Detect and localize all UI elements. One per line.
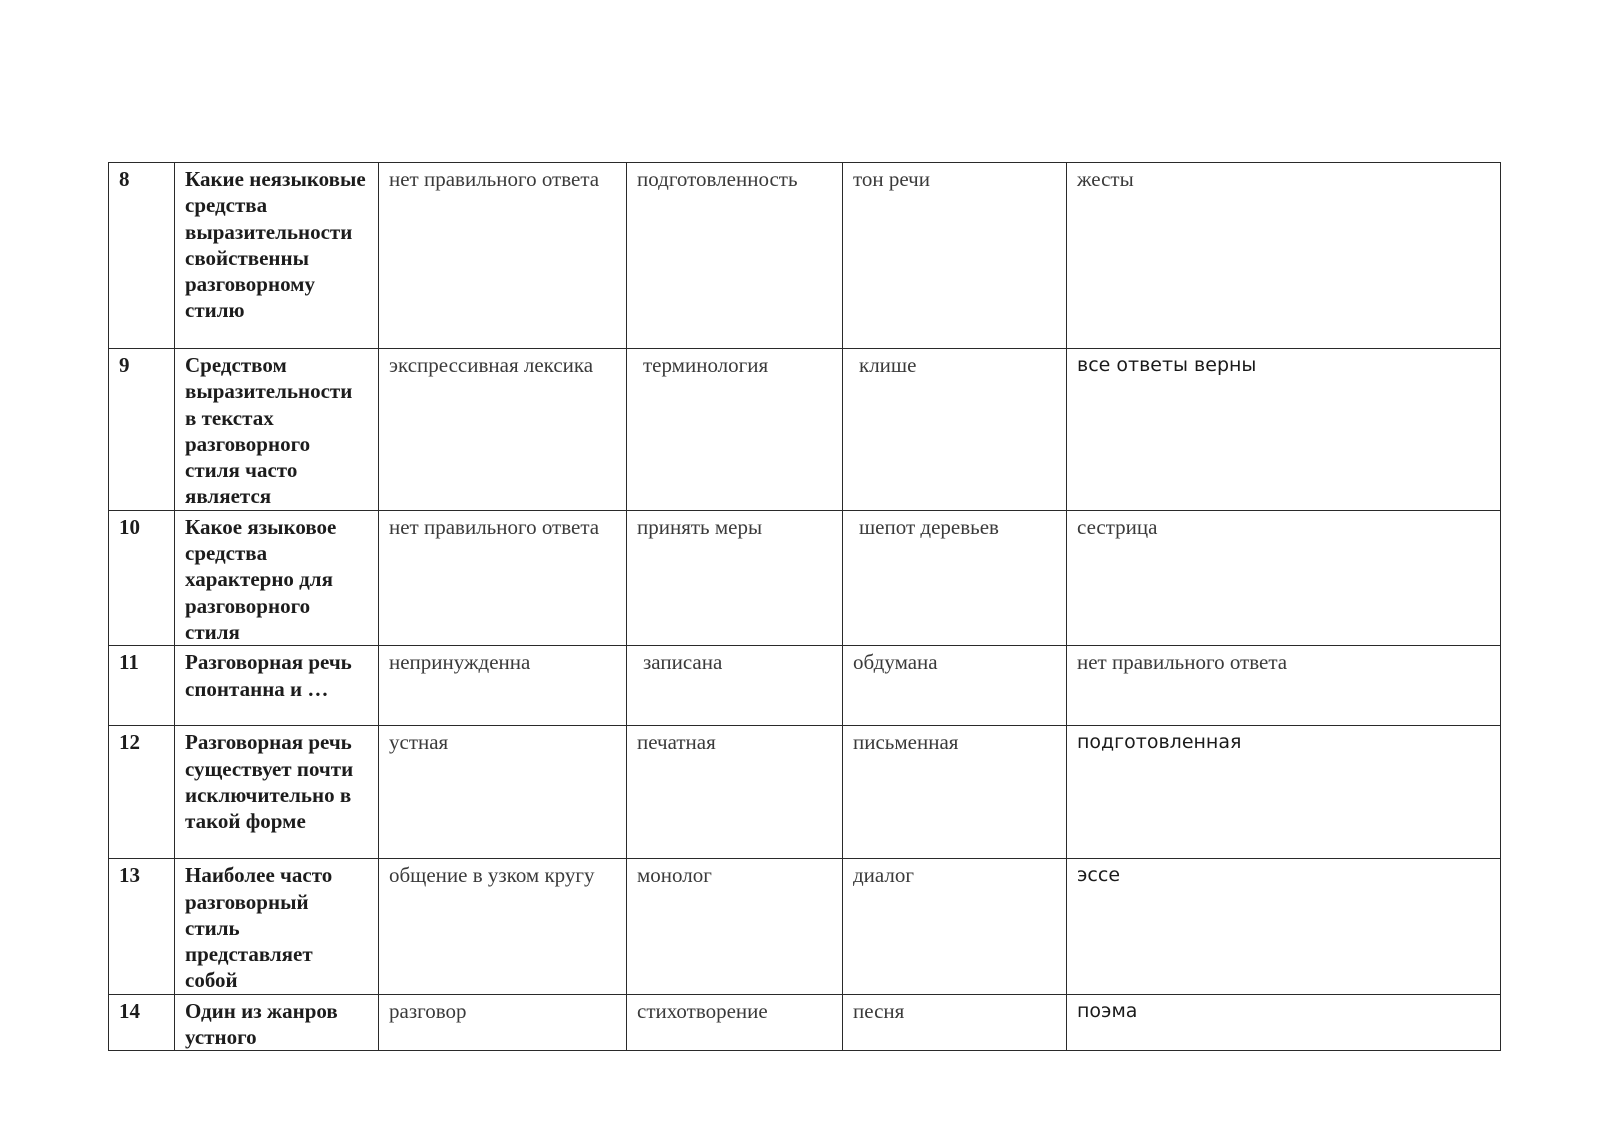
answer-option-2: стихотворение	[627, 994, 843, 1051]
question-number: 9	[109, 349, 175, 511]
answer-option-3: клише	[843, 349, 1067, 511]
answer-option-1: нет правильного ответа	[379, 510, 627, 645]
answer-option-2: принять меры	[627, 510, 843, 645]
answer-option-4: жесты	[1067, 163, 1501, 349]
question-number: 14	[109, 994, 175, 1051]
table-row	[109, 646, 1501, 726]
table-row	[109, 994, 1501, 1051]
answer-option-4: подготовленная	[1067, 726, 1501, 859]
answer-option-1: экспрессивная лексика	[379, 349, 627, 511]
question-text: Какое языковое средства характерно для разговорного стиля	[175, 510, 379, 645]
answer-option-1: устная	[379, 726, 627, 859]
answer-option-1: непринужденна	[379, 646, 627, 726]
quiz-table	[108, 162, 1501, 1051]
question-text: Разговорная речь спонтанна и …	[175, 646, 379, 726]
question-number: 13	[109, 859, 175, 994]
answer-option-2: терминология	[627, 349, 843, 511]
answer-option-4: все ответы верны	[1067, 349, 1501, 511]
question-number: 11	[109, 646, 175, 726]
answer-option-3: обдумана	[843, 646, 1067, 726]
question-number: 10	[109, 510, 175, 645]
answer-option-3: диалог	[843, 859, 1067, 994]
question-text: Наиболее часто разговорный стиль представляет собой	[175, 859, 379, 994]
table-row	[109, 726, 1501, 859]
answer-option-2: подготовленность	[627, 163, 843, 349]
question-text: Разговорная речь существует почти исключительно в такой форме	[175, 726, 379, 859]
question-text: Средством выразительности в текстах разговорного стиля часто является	[175, 349, 379, 511]
table-row	[109, 349, 1501, 511]
question-number: 12	[109, 726, 175, 859]
question-text: Один из жанров устного	[175, 994, 379, 1051]
answer-option-3: песня	[843, 994, 1067, 1051]
answer-option-1: разговор	[379, 994, 627, 1051]
question-number: 8	[109, 163, 175, 349]
table-row	[109, 163, 1501, 349]
answer-option-2: печатная	[627, 726, 843, 859]
answer-option-2: записана	[627, 646, 843, 726]
question-text: Какие неязыковые средства выразительности свойственны разговорному стилю	[175, 163, 379, 349]
answer-option-1: нет правильного ответа	[379, 163, 627, 349]
answer-option-3: шепот деревьев	[843, 510, 1067, 645]
answer-option-3: письменная	[843, 726, 1067, 859]
answer-option-1: общение в узком кругу	[379, 859, 627, 994]
table-row	[109, 510, 1501, 645]
answer-option-3: тон речи	[843, 163, 1067, 349]
answer-option-4: сестрица	[1067, 510, 1501, 645]
answer-option-4: нет правильного ответа	[1067, 646, 1501, 726]
table-row	[109, 859, 1501, 994]
answer-option-4: эссе	[1067, 859, 1501, 994]
answer-option-2: монолог	[627, 859, 843, 994]
answer-option-4: поэма	[1067, 994, 1501, 1051]
